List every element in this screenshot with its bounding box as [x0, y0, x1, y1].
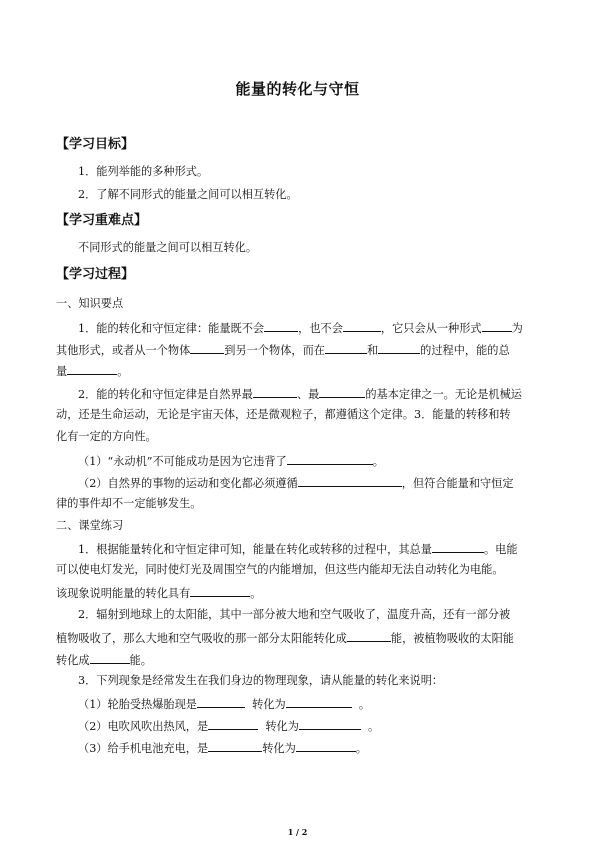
goal-1: 1．能列举能的多种形式。: [78, 165, 209, 178]
fill-blank[interactable]: [347, 630, 391, 642]
fill-blank[interactable]: [298, 475, 402, 487]
goal-2: 2．了解不同形式的能量之间可以相互转化。: [78, 188, 298, 201]
part2-heading: 二、课堂练习: [56, 519, 124, 532]
fill-blank[interactable]: [67, 363, 117, 375]
e3-item-1: （1）轮胎受热爆胎现是 转化为 。: [78, 698, 371, 711]
p1-line3: 量 。: [56, 365, 129, 378]
page-number: 1 / 2: [287, 827, 308, 837]
e1-line3: 该现象说明能量的转化具有 。: [56, 587, 262, 600]
e3-item-2: （2）电吹风吹出热风，是 转化为 。: [78, 720, 380, 733]
e3-intro: 3．下列现象是经常发生在我们身边的物理现象，请从能量的转化来说明：: [78, 674, 444, 687]
fill-blank[interactable]: [197, 696, 245, 708]
fill-blank[interactable]: [378, 342, 420, 354]
e2-line3: 转化成 能。: [56, 654, 152, 667]
e2-line1: 2．辐射到地球上的太阳能，其中一部分被大地和空气吸收了，温度升高，还有一部分被: [78, 608, 511, 621]
e1-line1: 1．根据能量转化和守恒定律可知，能量在转化或转移的过程中，其总量 。电能: [78, 543, 518, 556]
fill-blank[interactable]: [264, 320, 298, 332]
fill-blank[interactable]: [190, 585, 250, 597]
section-process-heading: 【学习过程】: [56, 267, 135, 282]
fill-blank[interactable]: [90, 652, 130, 664]
fill-blank[interactable]: [325, 342, 367, 354]
page-title: 能量的转化与守恒: [235, 80, 360, 98]
fill-blank[interactable]: [253, 386, 297, 398]
fill-blank[interactable]: [190, 342, 224, 354]
p2-line1: 2．能的转化和守恒定律是自然界最 、最 的基本定律之一。无论是机械运: [78, 388, 522, 401]
fill-blank[interactable]: [432, 541, 484, 553]
part1-heading: 一、知识要点: [56, 297, 124, 310]
section-goals-heading: 【学习目标】: [56, 137, 135, 152]
fill-blank[interactable]: [296, 740, 356, 752]
q1-line: （1）“永动机”不可能成功是因为它违背了 。: [78, 455, 384, 468]
fill-blank[interactable]: [319, 386, 365, 398]
fill-blank[interactable]: [286, 696, 352, 708]
q2-line1: （2）自然界的事物的运动和变化都必须遵循 ，但符合能量和守恒定: [78, 477, 514, 490]
e3-item-3: （3）给手机电池充电，是 转化为 。: [78, 742, 367, 755]
fill-blank[interactable]: [208, 718, 258, 730]
fill-blank[interactable]: [287, 453, 373, 465]
p1-line2: 其他形式，或者从一个物体 到另一个物体，而在 和 的过程中，能的总: [56, 344, 510, 357]
key-points-text: 不同形式的能量之间可以相互转化。: [78, 241, 258, 254]
fill-blank[interactable]: [208, 740, 262, 752]
section-key-heading: 【学习重难点】: [56, 213, 148, 228]
e2-line2: 植物吸收了，那么大地和空气吸收的那一部分太阳能转化成 能，被植物吸收的太阳能: [56, 632, 514, 645]
p2-line3: 化有一定的方向性。: [56, 430, 157, 443]
e1-line2: 可以使电灯发光，同时使灯光及周围空气的内能增加，但这些内能却无法自动转化为电能。: [56, 563, 504, 576]
fill-blank[interactable]: [482, 320, 512, 332]
q2-line2: 律的事件却不一定能够发生。: [56, 497, 202, 510]
fill-blank[interactable]: [299, 718, 361, 730]
p2-line2: 动，还是生命运动，无论是宇宙天体，还是微观粒子，都遵循这个定律。3．能量的转移和转: [56, 408, 511, 421]
p1-line1: 1．能的转化和守恒定律：能量既不会 ，也不会 ，它只会从一种形式 为: [78, 322, 523, 335]
fill-blank[interactable]: [343, 320, 381, 332]
